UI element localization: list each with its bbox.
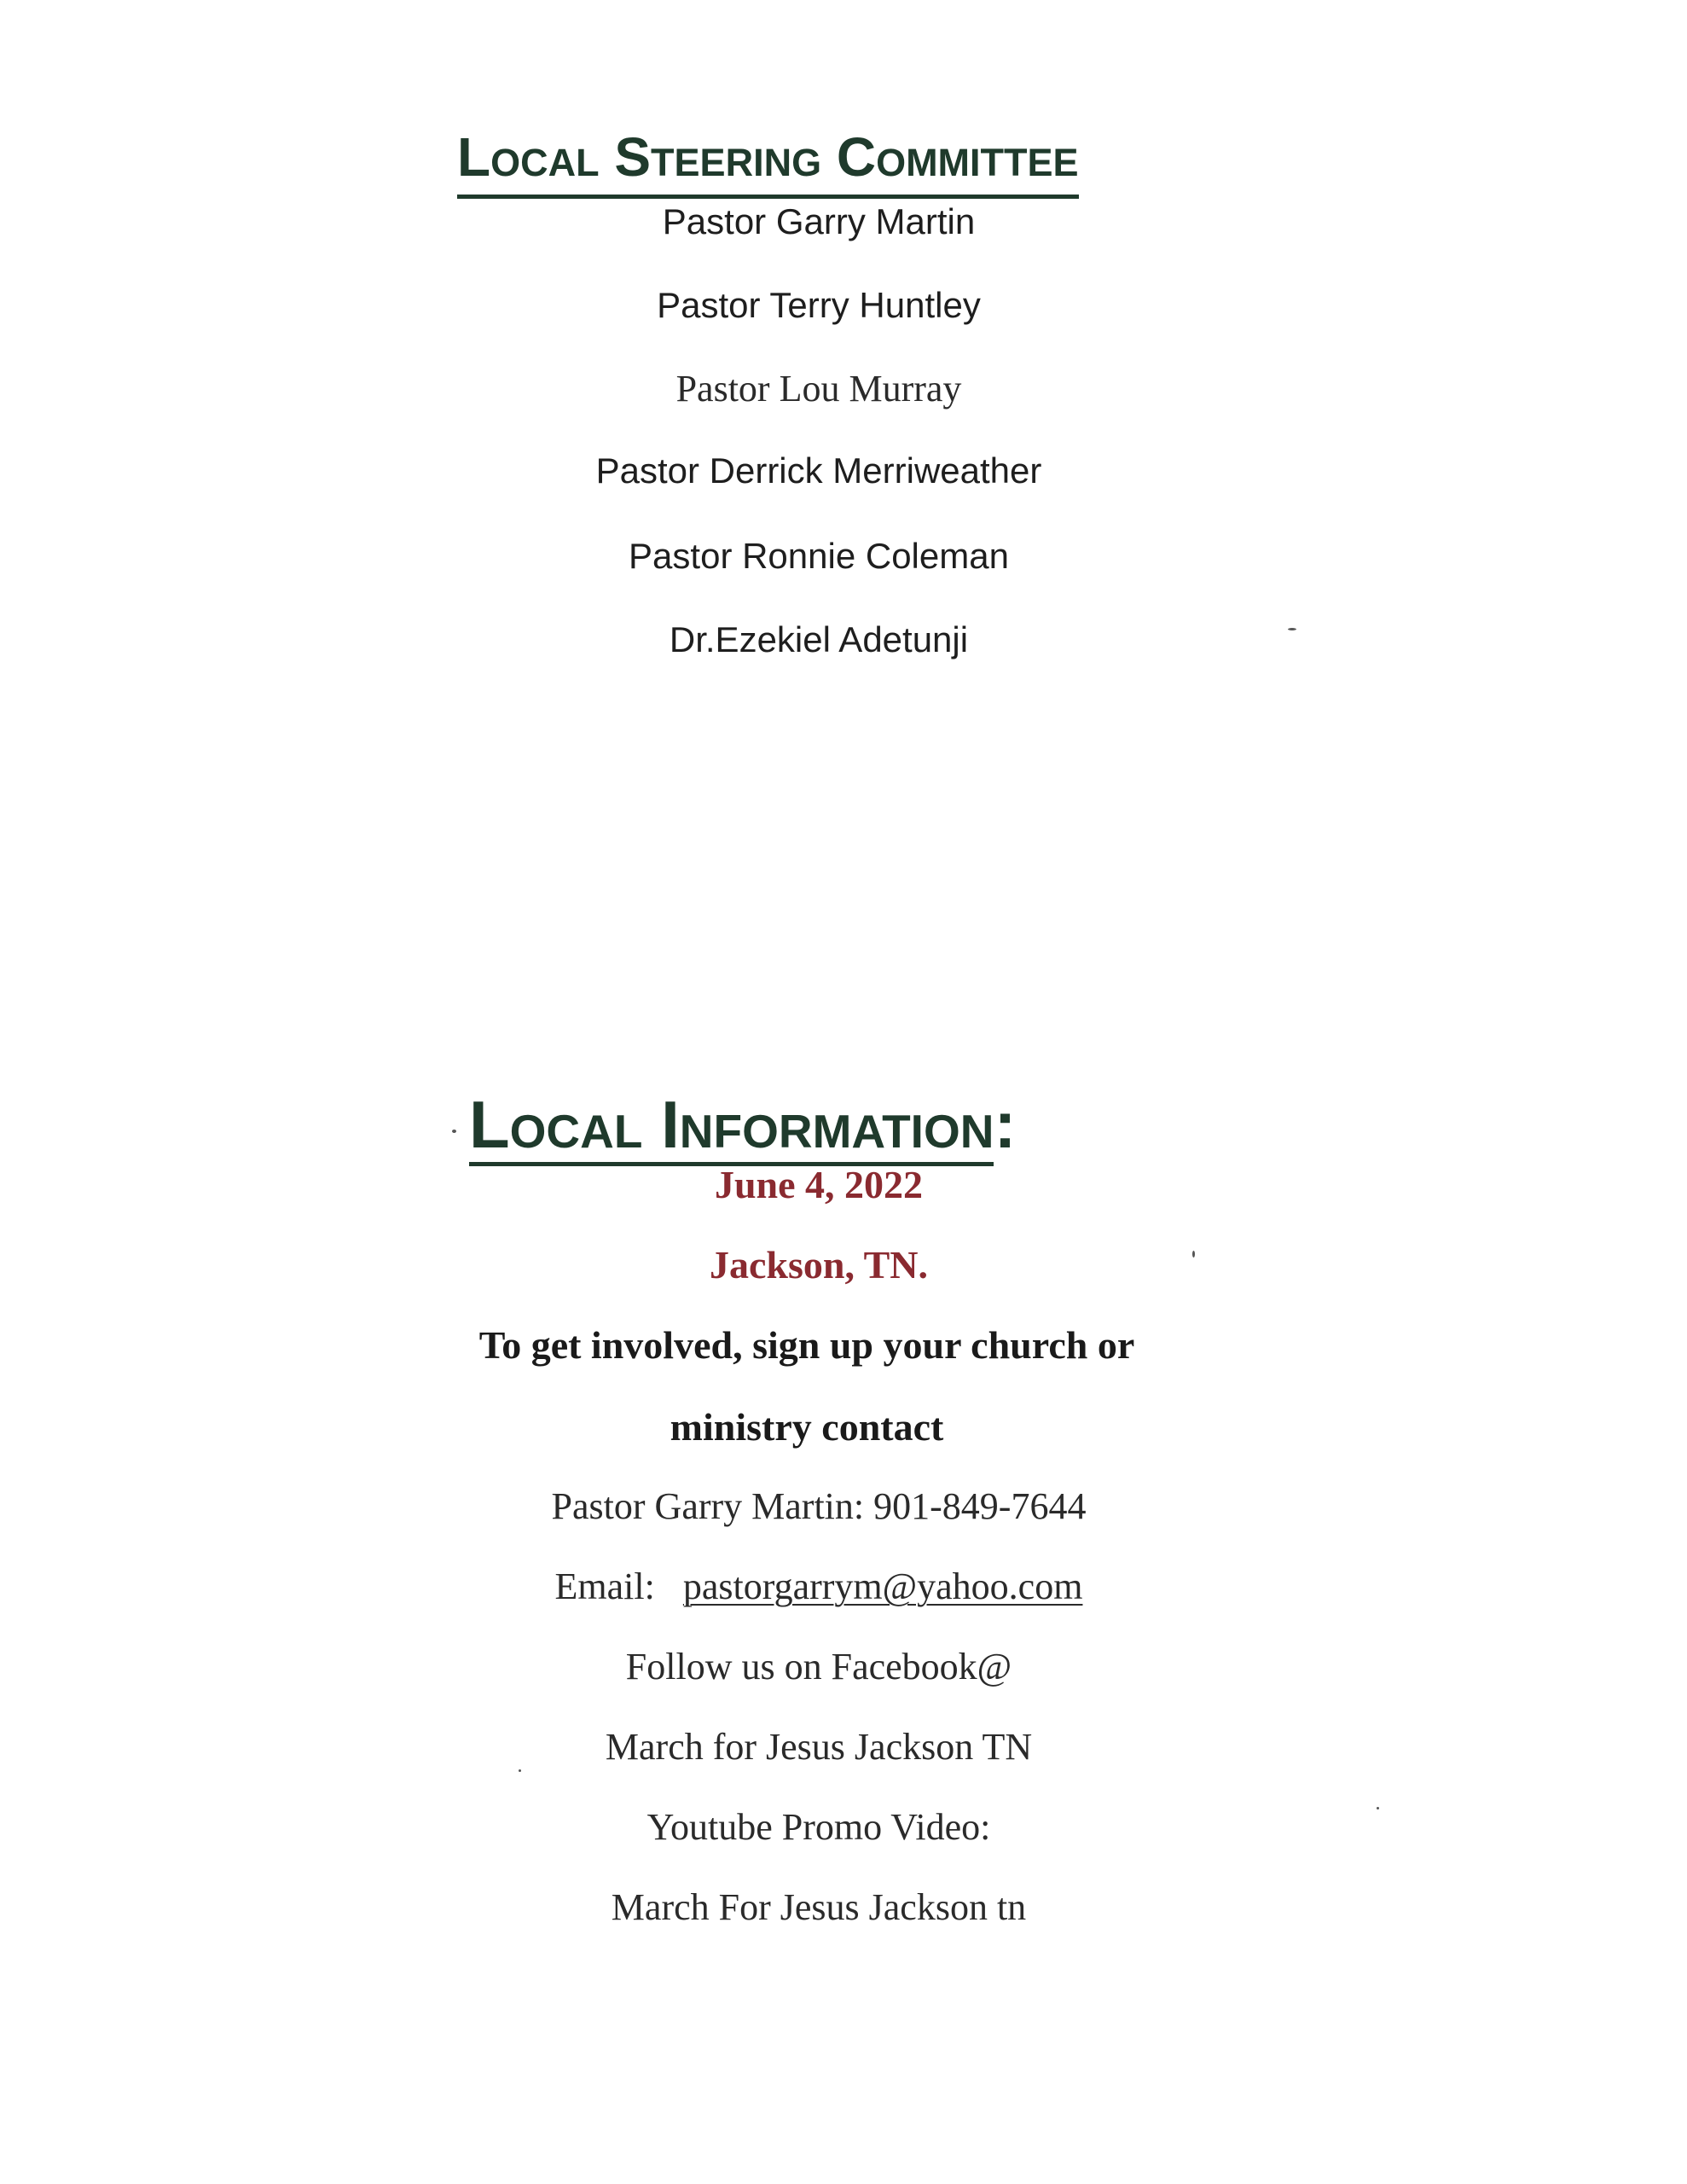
facebook-label: Follow us on Facebook@ <box>625 1646 1012 1687</box>
local-information-title: Local Information <box>469 1087 994 1166</box>
facebook-page-name: March for Jesus Jackson TN <box>605 1726 1033 1768</box>
local-information-heading <box>469 1082 1016 1167</box>
event-date: June 4, 2022 <box>714 1163 924 1206</box>
signup-instruction-line1: To get involved, sign up your church or <box>478 1323 1135 1367</box>
scan-speck <box>519 1769 521 1772</box>
committee-member: Dr.Ezekiel Adetunji <box>669 619 969 659</box>
scan-speck <box>1288 628 1296 630</box>
email-label: Email: <box>554 1565 655 1607</box>
contact-line: Pastor Garry Martin: 901-849-7644 <box>551 1485 1087 1527</box>
email-link[interactable]: pastorgarrym@yahoo.com <box>682 1565 1083 1607</box>
committee-member: Pastor Garry Martin <box>662 201 976 241</box>
committee-member: Pastor Terry Huntley <box>657 285 981 325</box>
scan-speck <box>1192 1251 1195 1258</box>
youtube-label: Youtube Promo Video: <box>646 1806 991 1848</box>
email-line <box>0 1565 1638 1608</box>
steering-committee-title: Local Steering Committee <box>457 119 1079 199</box>
youtube-video-title: March For Jesus Jackson tn <box>611 1886 1027 1928</box>
scan-speck <box>452 1130 456 1133</box>
event-location: Jackson, TN. <box>709 1243 929 1287</box>
signup-instruction-line2: ministry contact <box>670 1405 944 1449</box>
committee-member: Pastor Lou Murray <box>675 368 962 410</box>
scan-speck <box>1377 1807 1379 1809</box>
local-information-colon: : <box>994 1087 1017 1162</box>
committee-member: Pastor Ronnie Coleman <box>629 536 1009 576</box>
committee-member: Pastor Derrick Merriweather <box>595 450 1042 491</box>
